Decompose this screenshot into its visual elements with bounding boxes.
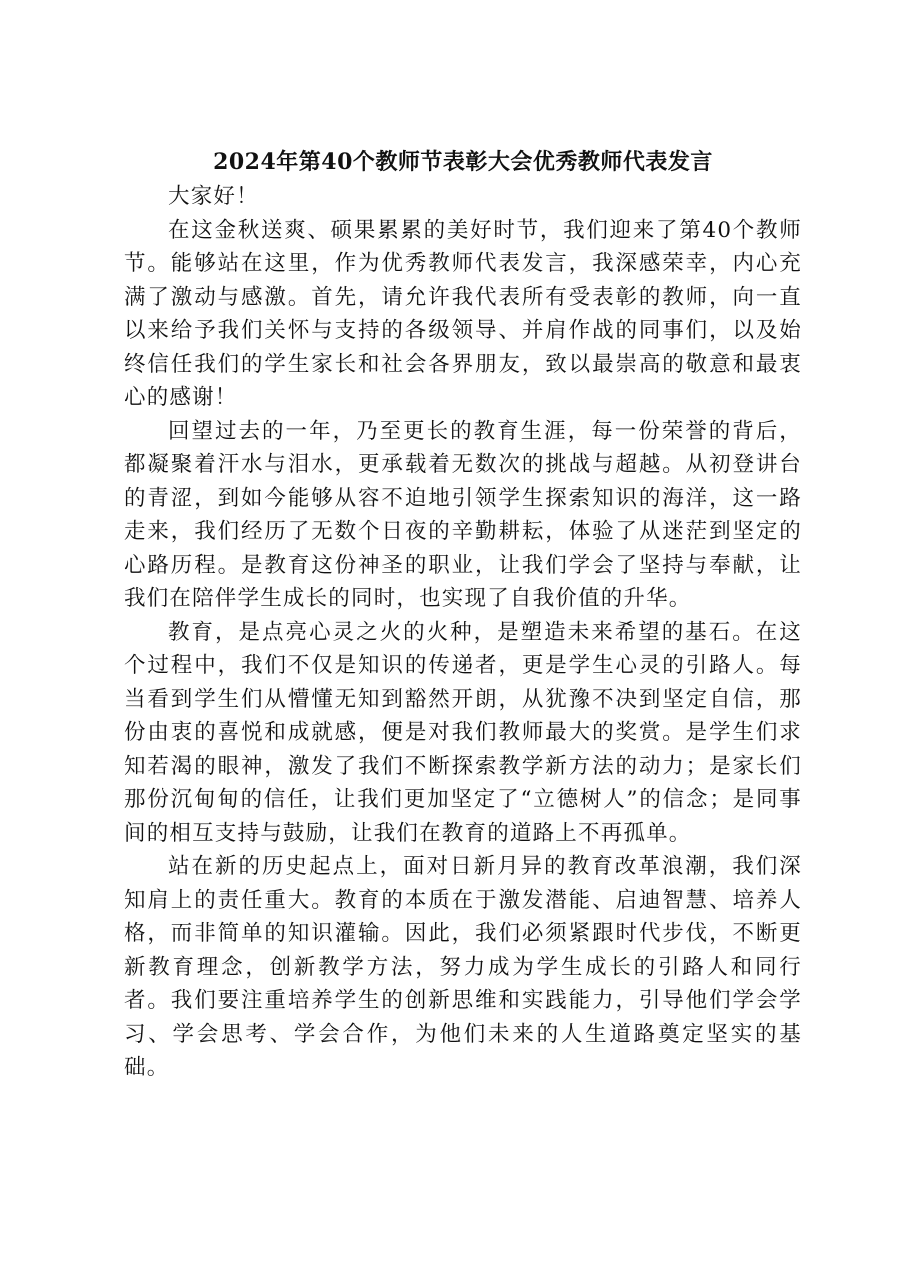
greeting-line: 大家好！ (168, 184, 259, 209)
document-body (124, 144, 802, 1085)
paragraph-4: 站在新的历史起点上，面对日新月异的教育改革浪潮，我们深知肩上的责任重大。教育的本质在于激发潜能、启迪智慧、培养人格，而非简单的知识灌输。因此，我们必须紧跟时代步伐，不断更新教育理念，创新教学方法，努力成为学生成长的引路人和同行者。我们要注重培养学生的创新思维和实践能力，引导他们学会学习、学会思考、学会合作，为他们未来的人生道路奠定坚实的基础。 (124, 854, 802, 1080)
paragraph-2: 回望过去的一年，乃至更长的教育生涯，每一份荣誉的背后，都凝聚着汗水与泪水，更承载着无数次的挑战与超越。从初登讲台的青涩，到如今能够从容不迫地引领学生探索知识的海洋，这一路走来，我们经历了无数个日夜的辛勤耕耘，体验了从迷茫到坚定的心路历程。是教育这份神圣的职业，让我们学会了坚持与奉献，让我们在陪伴学生成长的同时，也实现了自我价值的升华。 (124, 418, 802, 611)
paragraph-1: 在这金秋送爽、硕果累累的美好时节，我们迎来了第40个教师节。能够站在这里，作为优秀教师代表发言，我深感荣幸，内心充满了激动与感激。首先，请允许我代表所有受表彰的教师，向一直以来给予我们关怀与支持的各级领导、并肩作战的同事们，以及始终信任我们的学生家长和社会各界朋友，致以最崇高的敬意和最衷心的感谢！ (124, 217, 802, 410)
paragraph-3: 教育，是点亮心灵之火的火种，是塑造未来希望的基石。在这个过程中，我们不仅是知识的传递者，更是学生心灵的引路人。每当看到学生们从懵懂无知到豁然开朗，从犹豫不决到坚定自信，那份由衷的喜悦和成就感，便是对我们教师最大的奖赏。是学生们求知若渴的眼神，激发了我们不断探索教学新方法的动力；是家长们那份沉甸甸的信任，让我们更加坚定了“立德树人”的信念；是同事间的相互支持与鼓励，让我们在教育的道路上不再孤单。 (124, 619, 802, 846)
document-title: 2024年第40个教师节表彰大会优秀教师代表发言 (213, 149, 713, 175)
